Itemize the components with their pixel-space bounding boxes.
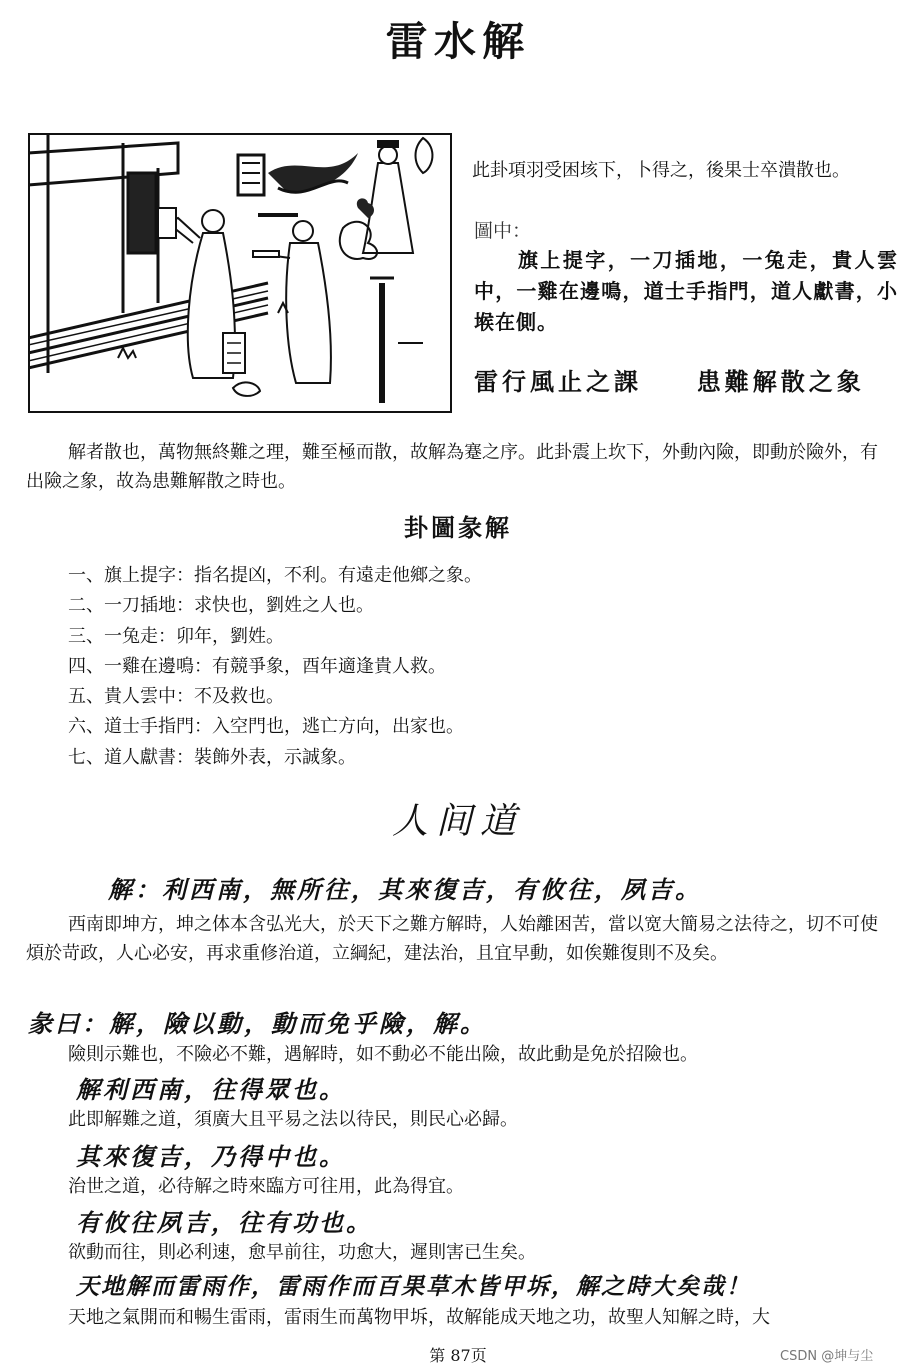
judgment-quote: 解：利西南，無所往，其來復吉，有攸往，夙吉。 <box>108 875 702 904</box>
section-heading: 卦圖彖解 <box>404 513 512 542</box>
quote-5: 天地解而雷雨作，雷雨作而百果草木皆甲坼，解之時大矣哉！ <box>76 1273 751 1300</box>
quote-2-explanation: 此即解難之道，須廣大且平易之法以待民，則民心必歸。 <box>68 1109 518 1130</box>
woodblock-illustration <box>28 133 452 413</box>
intro-paragraph: 解者散也，萬物無終難之理，難至極而散，故解為蹇之序。此卦震上坎下，外動內險，即動於險外，有出險之象，故為患難解散之時也。 <box>26 442 878 492</box>
page-number: 第 87页 <box>429 1346 487 1365</box>
list-item: 一、旗上提字：指名提凶，不利。有遠走他鄉之象。 <box>68 565 482 586</box>
hexagram-theme <box>474 362 904 397</box>
list-item: 三、一兔走：卯年，劉姓。 <box>68 625 284 647</box>
list-item: 五、貴人雲中：不及救也。 <box>68 686 284 708</box>
intro-text: 此卦項羽受困垓下，卜得之，後果士卒潰散也。 <box>472 160 850 181</box>
page-title: 雷水解 <box>385 18 531 65</box>
theme-left: 雷行風止之課 <box>474 367 642 396</box>
caption-label: 圖中： <box>474 220 532 242</box>
quote-4-explanation: 欲動而往，則必利速，愈早前往，功愈大，遲則害已生矣。 <box>68 1242 536 1263</box>
quote-3: 其來復吉，乃得中也。 <box>76 1142 346 1171</box>
judgment-explanation: 西南即坤方，坤之体本含弘光大，於天下之難方解時，人始離困苦，當以宽大簡易之法待之，切不可使煩於苛政，人心必安，再求重修治道，立綱紀，建法治，且宜早動，如俟難復則不及矣。 <box>26 914 878 964</box>
symbol-list <box>68 561 482 773</box>
human-way-heading: 人间道 <box>391 801 524 842</box>
list-item: 二、一刀插地：求快也，劉姓之人也。 <box>68 595 374 617</box>
watermark: CSDN @坤与尘 <box>780 1349 874 1364</box>
quote-3-explanation: 治世之道，必待解之時來臨方可往用，此為得宜。 <box>68 1176 464 1197</box>
illustration-caption: 旗上提字，一刀插地，一兔走，貴人雲中，一雞在邊鳴，道士手指門，道人獻書，小堠在側。 <box>474 248 898 334</box>
list-item: 七、道人獻書：裝飾外表，示誠象。 <box>68 746 356 768</box>
list-item: 四、一雞在邊鳴：有競爭象，酉年適逢貴人救。 <box>68 655 446 677</box>
tuan-explanation: 險則示難也，不險必不難，遇解時，如不動必不能出險，故此動是免於招險也。 <box>68 1044 698 1065</box>
quote-5-explanation: 天地之氣開而和暢生雷雨，雷雨生而萬物甲坼，故解能成天地之功，故聖人知解之時，大 <box>68 1307 770 1328</box>
list-item: 六、道士手指門：入空門也，逃亡方向，出家也。 <box>68 716 464 738</box>
tuan-quote: 彖曰：解，險以動，動而免乎險，解。 <box>28 1009 487 1038</box>
quote-2: 解利西南，往得眾也。 <box>76 1075 346 1104</box>
quote-4: 有攸往夙吉，往有功也。 <box>76 1208 373 1237</box>
theme-right: 患難解散之象 <box>696 367 865 396</box>
